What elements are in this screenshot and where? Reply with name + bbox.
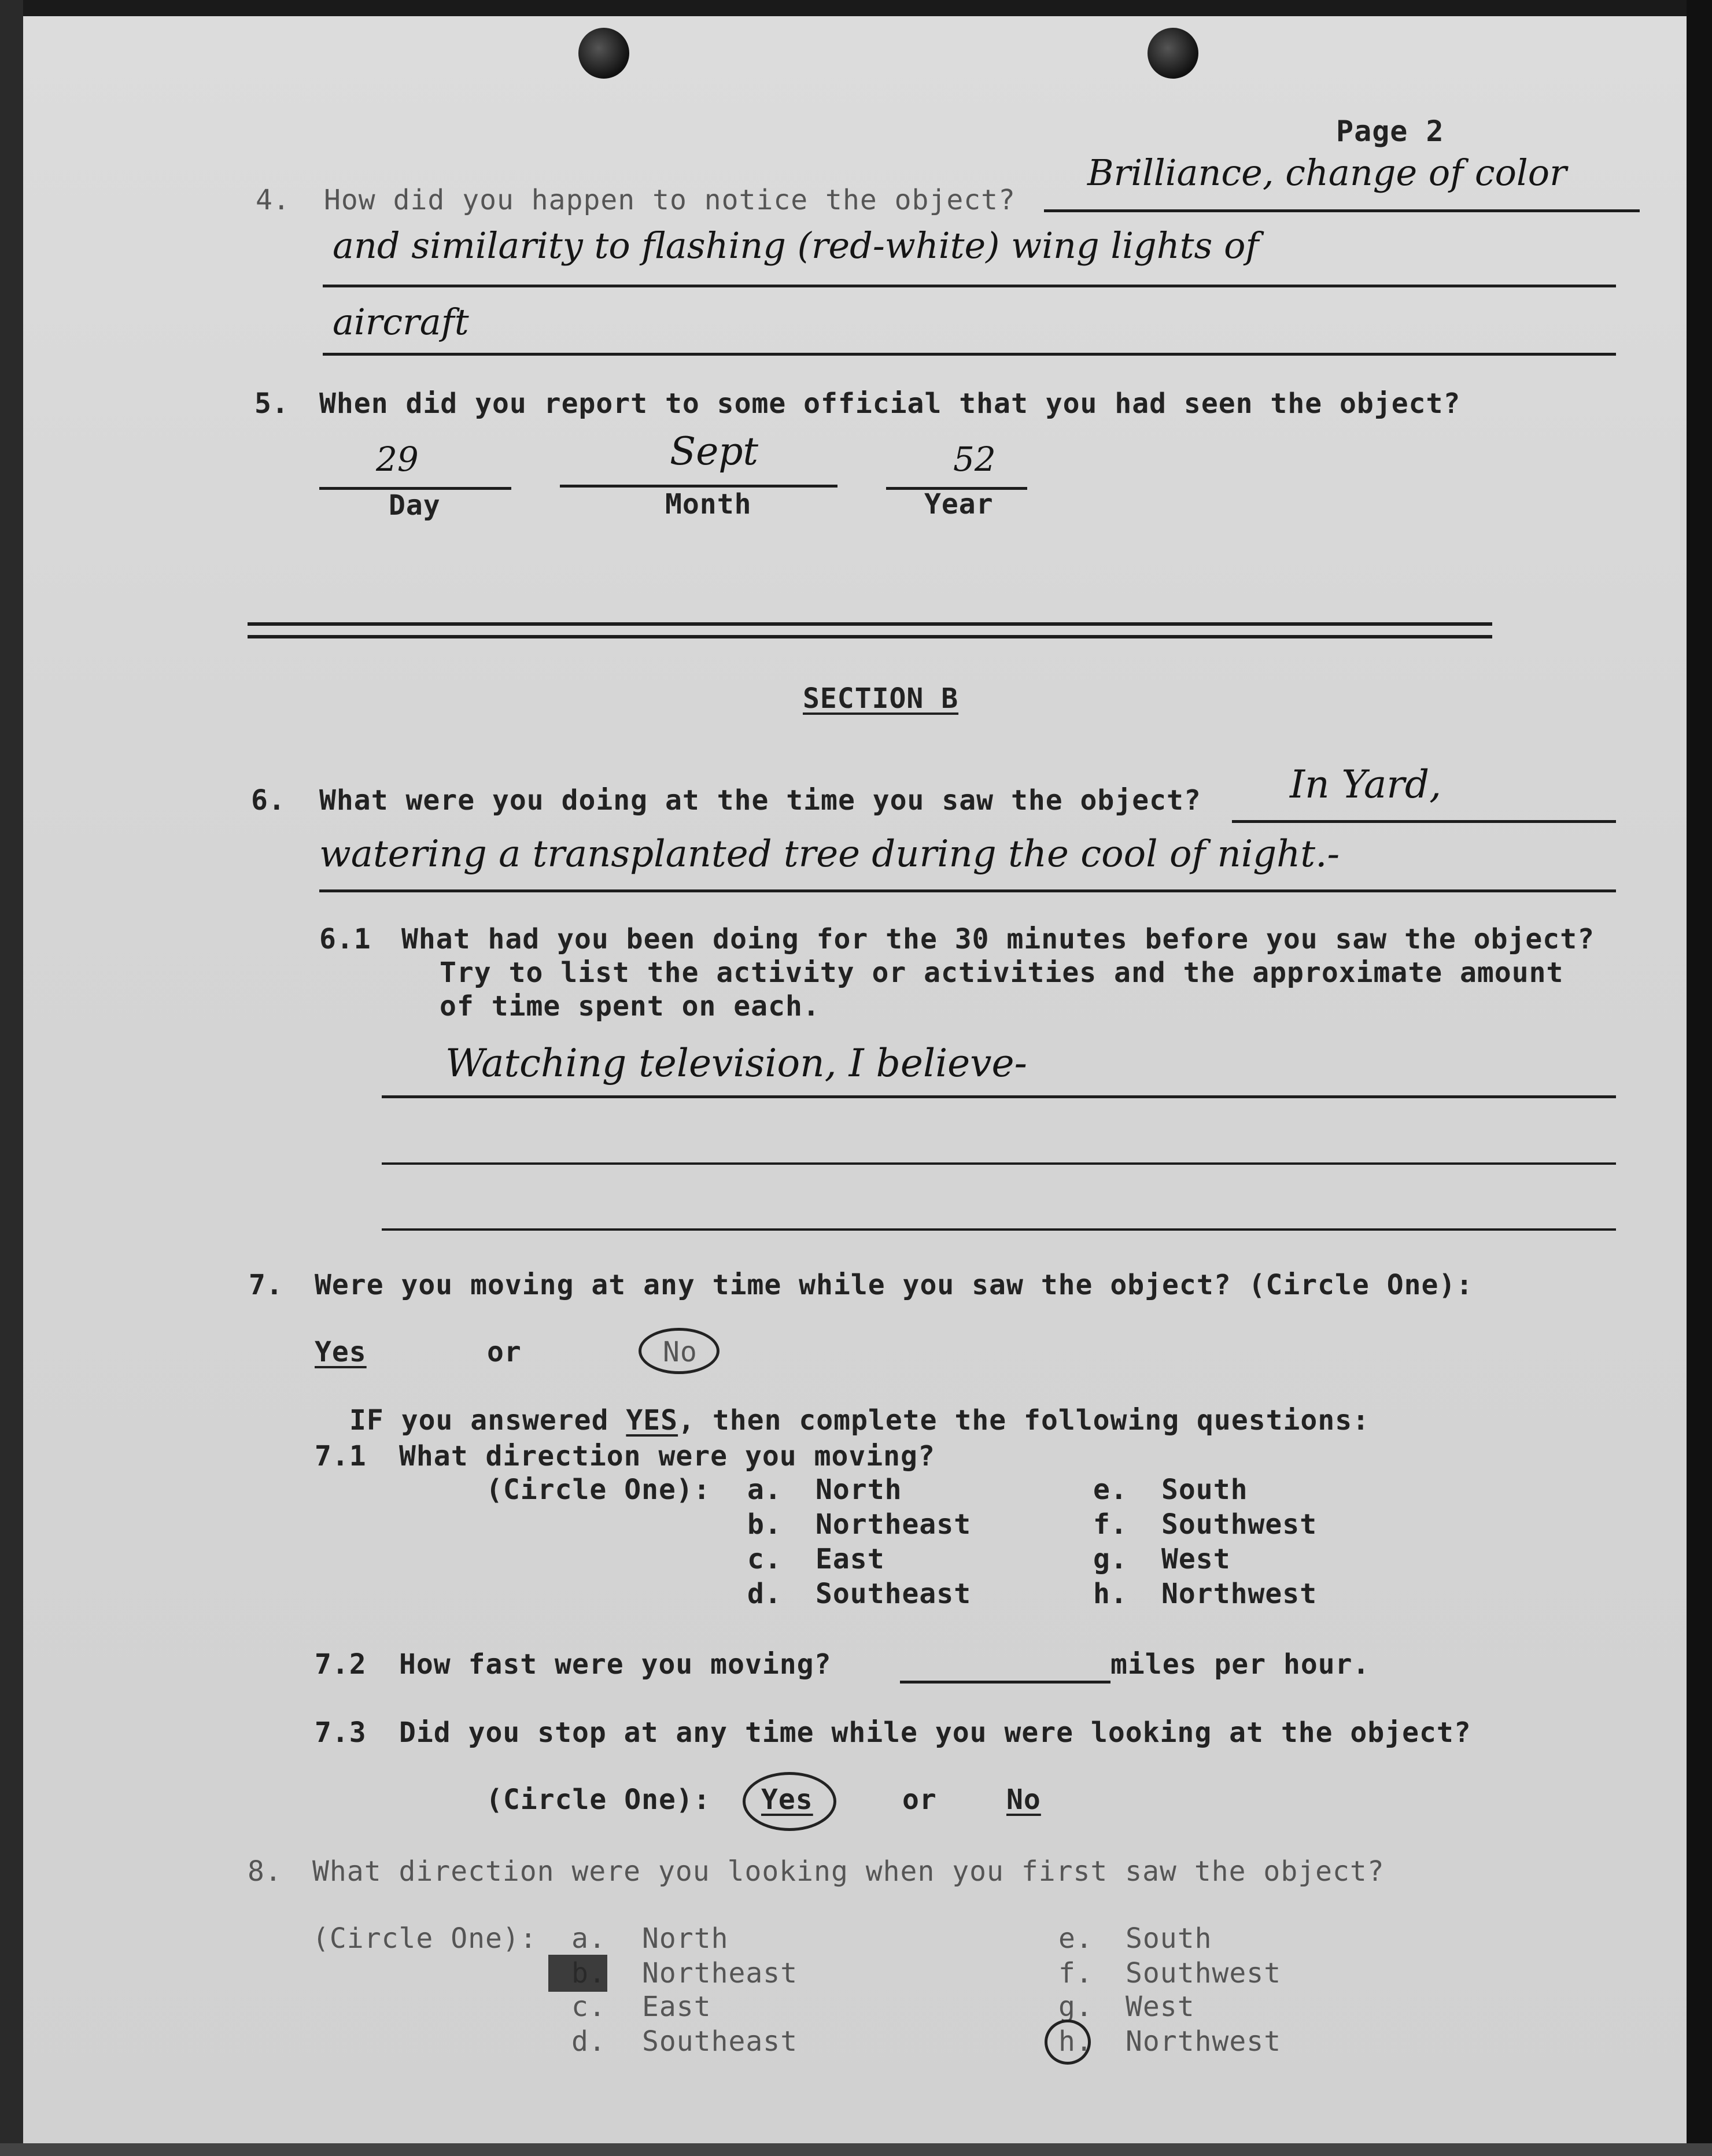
q4-answer-line3: aircraft: [333, 301, 469, 343]
q6-number: 6.: [251, 784, 286, 817]
q6-answer-rule2: [319, 889, 1616, 892]
q8-opt-c-letter: c.: [571, 1991, 606, 2023]
q6-question: What were you doing at the time you saw the object?: [319, 784, 1201, 817]
q7-option-no: No: [663, 1336, 698, 1368]
q7-if-yes: YES: [626, 1404, 678, 1437]
q7-1-opt-b-label: Northeast: [816, 1508, 972, 1541]
q7-if-text: [349, 1404, 1370, 1437]
q7-1-circle-label: (Circle One):: [486, 1474, 711, 1506]
q6-1-answer-rule1: [382, 1095, 1616, 1098]
q7-1-number: 7.1: [315, 1440, 367, 1472]
q7-1-opt-h-label: Northwest: [1161, 1578, 1318, 1610]
q7-3-option-no: No: [1006, 1784, 1041, 1816]
q7-2-suffix: miles per hour.: [1110, 1648, 1370, 1681]
q5-month-label: Month: [665, 488, 752, 520]
q6-1-answer-rule3: [382, 1228, 1616, 1231]
q4-number: 4.: [256, 184, 290, 216]
q7-1-opt-g-letter: g.: [1093, 1543, 1128, 1575]
q7-1-opt-c-label: East: [816, 1543, 885, 1575]
q7-1-question: What direction were you moving?: [399, 1440, 935, 1472]
q8-opt-d-label: Southeast: [642, 2025, 798, 2058]
q4-answer-rule2: [323, 285, 1616, 287]
q7-1-opt-a-label: North: [816, 1474, 902, 1506]
q8-opt-h-letter: h.: [1058, 2025, 1093, 2058]
q7-no-circled-mark: [639, 1328, 720, 1374]
q4-question: How did you happen to notice the object?: [324, 184, 1016, 216]
section-b-title: SECTION B: [803, 682, 959, 715]
q7-1-opt-d-letter: d.: [747, 1578, 782, 1610]
section-divider-bottom: [248, 635, 1492, 638]
q8-opt-e-label: South: [1126, 1922, 1212, 1955]
q7-1-opt-h-letter: h.: [1093, 1578, 1128, 1610]
q8-opt-f-letter: f.: [1058, 1957, 1093, 1989]
q8-circle-label: (Circle One):: [312, 1922, 537, 1955]
q8-opt-d-letter: d.: [571, 2025, 606, 2058]
q7-1-opt-g-label: West: [1161, 1543, 1231, 1575]
q5-year-value: 52: [953, 440, 996, 479]
q8-opt-b-scribble-mark: [548, 1955, 607, 1992]
q7-3-number: 7.3: [315, 1716, 367, 1749]
q7-1-opt-d-label: Southeast: [816, 1578, 972, 1610]
q6-1-question-line1: What had you been doing for the 30 minutes before you saw the object?: [401, 923, 1595, 955]
q6-answer-rule1: [1232, 820, 1616, 823]
q6-1-number: 6.1: [319, 923, 371, 955]
q7-1-opt-e-label: South: [1161, 1474, 1248, 1506]
q7-1-opt-f-letter: f.: [1093, 1508, 1128, 1541]
q5-day-value: 29: [376, 440, 419, 479]
q6-answer-line1: In Yard,: [1290, 762, 1442, 807]
q5-year-label: Year: [924, 488, 994, 520]
q7-3-yes-circled-mark: [743, 1772, 836, 1831]
q8-opt-g-letter: g.: [1058, 1991, 1093, 2023]
q7-if-post: , then complete the following questions:: [678, 1404, 1370, 1437]
q7-2-question: How fast were you moving?: [399, 1648, 832, 1681]
q7-3-question: Did you stop at any time while you were looking at the object?: [399, 1716, 1471, 1749]
q7-question: Were you moving at any time while you saw the object? (Circle One):: [315, 1269, 1474, 1301]
q8-number: 8.: [248, 1855, 282, 1888]
q8-opt-h-label: Northwest: [1126, 2025, 1282, 2058]
q6-answer-line2: watering a transplanted tree during the cool of night.-: [319, 833, 1340, 876]
q6-1-answer-rule2: [382, 1162, 1616, 1165]
page-number: Page 2: [1336, 115, 1444, 148]
punch-hole-right: [1148, 28, 1198, 79]
q7-1-opt-c-letter: c.: [747, 1543, 782, 1575]
q7-1-opt-a-letter: a.: [747, 1474, 782, 1506]
scan-edge-bottom: [0, 2143, 1712, 2156]
scan-edge-right: [1687, 0, 1712, 2156]
q7-2-number: 7.2: [315, 1648, 367, 1681]
q7-1-opt-e-letter: e.: [1093, 1474, 1128, 1506]
q5-number: 5.: [254, 387, 289, 420]
q8-opt-a-label: North: [642, 1922, 729, 1955]
q4-answer-line1: Brilliance, change of color: [1087, 152, 1567, 194]
q7-1-opt-b-letter: b.: [747, 1508, 782, 1541]
q4-answer-rule1: [1044, 209, 1640, 212]
q7-3-circle-label: (Circle One):: [486, 1784, 711, 1816]
q7-if-pre: IF you answered: [349, 1404, 626, 1437]
q8-opt-c-label: East: [642, 1991, 711, 2023]
q5-day-label: Day: [389, 489, 441, 522]
q8-opt-e-letter: e.: [1058, 1922, 1093, 1955]
q7-2-speed-blank: [900, 1681, 1110, 1684]
q5-month-value: Sept: [670, 429, 759, 474]
q4-answer-line2: and similarity to flashing (red-white) wing lights of: [333, 224, 1259, 267]
q6-1-answer: Watching television, I believe-: [445, 1041, 1027, 1086]
q5-question: When did you report to some official that you had seen the object?: [319, 387, 1461, 420]
section-divider-top: [248, 622, 1492, 626]
q7-3-or: or: [902, 1784, 937, 1816]
q8-opt-f-label: Southwest: [1126, 1957, 1282, 1989]
q8-opt-b-label: Northeast: [642, 1957, 798, 1989]
q8-opt-g-label: West: [1126, 1991, 1195, 2023]
punch-hole-left: [578, 28, 629, 79]
q8-opt-a-letter: a.: [571, 1922, 606, 1955]
scan-edge-left: [0, 0, 23, 2156]
q7-number: 7.: [249, 1269, 283, 1301]
q7-option-yes: Yes: [315, 1336, 367, 1368]
q7-3-option-yes: Yes: [761, 1784, 813, 1816]
q5-month-rule: [560, 485, 837, 488]
q4-answer-rule3: [323, 353, 1616, 356]
q7-or: or: [487, 1336, 522, 1368]
q7-1-opt-f-label: Southwest: [1161, 1508, 1318, 1541]
q6-1-question-line3: of time spent on each.: [440, 990, 820, 1022]
q8-question: What direction were you looking when you first saw the object?: [312, 1855, 1385, 1888]
q8-opt-h-circled-mark: [1045, 2020, 1091, 2065]
q6-1-question-line2: Try to list the activity or activities and the approximate amount: [440, 957, 1564, 989]
